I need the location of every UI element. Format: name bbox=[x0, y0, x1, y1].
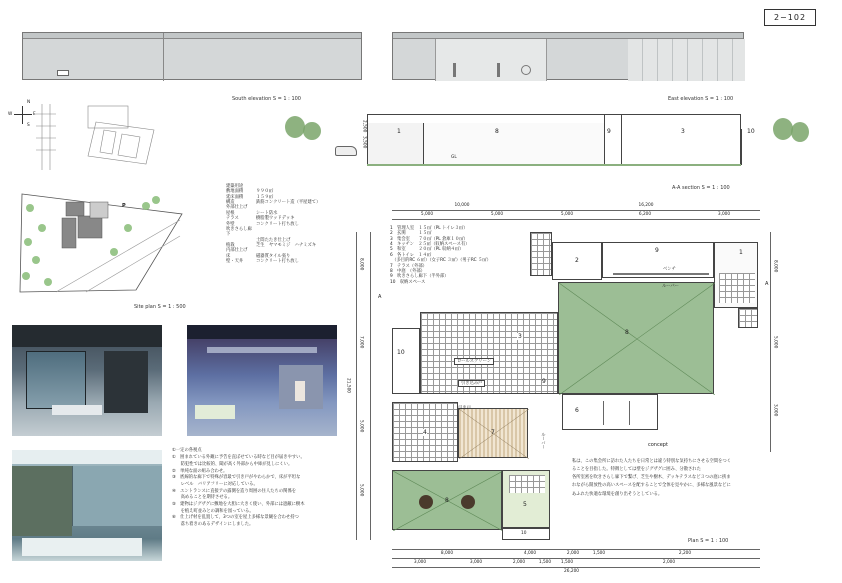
plan-caption: Plan S = 1 : 100 bbox=[688, 538, 729, 544]
spec-key: 内部仕上げ bbox=[226, 248, 248, 254]
dim-bottom2-b: 3,000 bbox=[469, 560, 483, 565]
section-label-10: 10 bbox=[747, 128, 755, 135]
concept-title: concept bbox=[648, 442, 668, 448]
site-plan-p: P bbox=[122, 203, 126, 209]
spec-key: 敷地面積 bbox=[226, 189, 244, 195]
south-elevation-caption: South elevation S = 1 : 100 bbox=[232, 96, 301, 102]
room-10-label-bottom: 10 bbox=[521, 531, 527, 536]
spec-row bbox=[226, 227, 366, 238]
section-drawing bbox=[285, 108, 825, 174]
room-8-label-lower: 8 bbox=[445, 497, 449, 504]
spec-key: 延床面積 bbox=[226, 194, 244, 200]
section-dim-1: 3,500 bbox=[361, 136, 367, 149]
note-line: を植え町並みとの調和を図っている。 bbox=[172, 508, 254, 514]
dims-bottom-row-1 bbox=[392, 551, 760, 556]
dim-top2-b: 5,000 bbox=[490, 212, 504, 217]
site-plan-drawing bbox=[16, 188, 186, 300]
room-list-item: 4 キッチン ２５㎡（収納スペース有） bbox=[390, 242, 470, 248]
compass-north: N bbox=[27, 100, 31, 105]
courtyard-upper bbox=[558, 282, 714, 394]
dim-bottom2-c: 2,000 bbox=[512, 560, 526, 565]
bench-label: ベンチ bbox=[663, 267, 676, 272]
room-list bbox=[390, 226, 540, 285]
concept-line: 各所室密を吹きさらし廊下で繋げ、芝生や樹木、デッキテラスなど３つの庭に挟ま bbox=[572, 475, 731, 481]
dim-bottom1-a: 8,000 bbox=[440, 551, 454, 556]
render-photo-3 bbox=[12, 450, 162, 561]
room-list-item: 5 和室 ２０㎡（PL 収納４㎡） bbox=[390, 247, 464, 253]
notes-title: ①一定の各視点 bbox=[172, 448, 202, 453]
room-5-label: 5 bbox=[523, 501, 527, 508]
spec-value: 磁器質タイル張り bbox=[256, 253, 291, 259]
note-line: ④ エントランスに直接アの露側を造り周囲の住人たちの関係を bbox=[172, 488, 297, 494]
dim-left-1: 8,000 bbox=[358, 258, 364, 271]
room-list-item: 6 各トイレ １４㎡ bbox=[390, 252, 432, 258]
dim-top1-a: 10,000 bbox=[454, 203, 470, 208]
spec-value: １５９㎡ bbox=[256, 194, 274, 200]
meeting-room bbox=[420, 312, 558, 394]
spec-key: 壁・天井 bbox=[226, 259, 244, 265]
dim-bottom1-d: 1,500 bbox=[592, 551, 606, 556]
room-list-item: 1 管理人室 １５㎡（PL トイレ３㎡） bbox=[390, 226, 468, 231]
east-elevation-caption: East elevation S = 1 : 100 bbox=[668, 96, 734, 102]
sliding-door-label: 引き込み戸 bbox=[458, 380, 485, 387]
dim-left-5: 5,000 bbox=[358, 484, 364, 497]
note-line: ③ 底線的な廊下で特殊が容最で引き戸がやわらかで、床が平坦な bbox=[172, 475, 301, 481]
compass-west: W bbox=[8, 112, 13, 117]
note-line: 落ち着きのあるデザインにしました。 bbox=[172, 521, 254, 527]
elevation-window bbox=[57, 70, 69, 76]
dim-top2-c: 5,000 bbox=[560, 212, 574, 217]
section-mark-a-left: A bbox=[378, 294, 382, 300]
room-list-item: 9 吹きさらし廊下（半外部） bbox=[390, 274, 449, 280]
section-label-9: 9 bbox=[607, 128, 611, 135]
spec-value: 土間たたき仕上げ bbox=[256, 237, 291, 243]
concept-line: れながら開放性の高いスペースを配することで全体を見やかに、多様な風景などに bbox=[572, 483, 731, 489]
spec-value: ９９０㎡ bbox=[256, 189, 274, 195]
concept-line: ることを目指した。特徴としては壁をジグザグに囲み、分散された bbox=[572, 467, 701, 473]
room-list-item: 2 玄関 １５㎡ bbox=[390, 231, 432, 237]
spec-key: 屋根 bbox=[226, 210, 235, 216]
dim-top2-d: 6,200 bbox=[638, 212, 652, 217]
concept-line: 私は、この集会所に訪れた人たちを日常とは違う特別な気持ちにさせる空間をつく bbox=[572, 459, 731, 464]
room-9-label-top: 9 bbox=[655, 247, 659, 254]
dim-bottom2-d: 1,500 bbox=[538, 560, 552, 565]
spec-value: コンクリート打ち放し bbox=[256, 259, 299, 265]
note-line: レベル バリアフリーに対応している。 bbox=[172, 481, 258, 487]
room-list-item: 10 収納スペース bbox=[390, 279, 426, 285]
spec-value: 鉄筋コンクリート造（平屋建て） bbox=[256, 200, 321, 206]
note-line: 高めることを期待させる。 bbox=[172, 495, 233, 501]
room-10-label-left: 10 bbox=[397, 349, 405, 356]
dim-total: 26,200 bbox=[564, 569, 580, 574]
room-list-item: （多目的RC ６㎡）（女子RC ３㎡）（男子RC ５㎡） bbox=[390, 258, 491, 264]
section-label-1: 1 bbox=[397, 128, 401, 135]
render-photo-1 bbox=[12, 325, 162, 436]
render-photo-2 bbox=[187, 325, 337, 436]
spec-value: コンクリート打ち放し bbox=[256, 221, 299, 227]
louver-label-top: ルーバー bbox=[662, 284, 679, 289]
spec-key: 植栽 bbox=[226, 242, 235, 248]
dim-left-2: 7,000 bbox=[358, 336, 364, 349]
spec-value: シート防水 bbox=[256, 210, 278, 216]
section-gl: GL bbox=[451, 155, 457, 160]
room-2-label: 2 bbox=[575, 257, 579, 264]
section-caption: A-A section S = 1 : 100 bbox=[672, 185, 730, 191]
dims-top-row-1 bbox=[392, 203, 760, 208]
spec-key: 外壁 bbox=[226, 221, 235, 227]
room-3-label: 3 bbox=[518, 333, 522, 340]
south-elevation-drawing bbox=[22, 32, 362, 80]
dim-bottom1-b: 4,000 bbox=[523, 551, 537, 556]
spec-key: 建築用途 bbox=[226, 184, 244, 189]
spec-value: 樹脂製ウッドデッキ bbox=[256, 216, 295, 222]
spec-key: 床 bbox=[226, 253, 231, 259]
compass-south: S bbox=[27, 123, 30, 128]
section-label-3: 3 bbox=[681, 128, 685, 135]
note-line: ⑥ 仕上げ材を乱置して、3つの室を屋上多様な景観を合わせ持つ bbox=[172, 515, 299, 521]
room-9-label-mid: 9 bbox=[542, 378, 546, 385]
dim-right-1: 8,000 bbox=[772, 260, 778, 273]
compass bbox=[8, 100, 36, 128]
spec-value: 芝生 ヤマモミジ ハナミズキ bbox=[256, 242, 317, 248]
concept-line: あふれた快適な環境を創り出そうとしている。 bbox=[572, 491, 663, 497]
east-elevation-drawing bbox=[392, 32, 744, 80]
room-7-label: 7 bbox=[491, 429, 495, 436]
note-line: ② 単純な面の組み合わせ。 bbox=[172, 468, 228, 474]
sheet-number: 2−102 bbox=[764, 9, 816, 26]
dim-right-2: 5,000 bbox=[772, 336, 778, 349]
spec-key: 外部仕上げ bbox=[226, 205, 248, 211]
room-list-item: 3 集会室 ７０㎡（PL 倉庫１０㎡） bbox=[390, 236, 468, 242]
dim-left-3: 21,500 bbox=[345, 378, 351, 394]
room-list-item: 7 テラス（外部） bbox=[390, 263, 427, 269]
roof-diagram bbox=[36, 100, 176, 178]
dim-bottom2-e: 1,500 bbox=[560, 560, 574, 565]
note-line: ⑤ 建物はジグザグに敷地を大胆に大きく使い、外部には遮蔽に樹木 bbox=[172, 501, 305, 507]
site-plan-caption: Site plan S = 1 : 500 bbox=[134, 304, 186, 310]
dim-bottom1-e: 2,200 bbox=[678, 551, 692, 556]
compass-east: E bbox=[33, 112, 36, 117]
spec-row bbox=[226, 259, 366, 264]
room-1-label: 1 bbox=[739, 249, 743, 256]
section-dim-2: 2,500 bbox=[361, 120, 367, 133]
spec-table bbox=[226, 184, 366, 264]
note-line: ① 囲まれている外観に予告を直ぼせている時など目が届きやすい。 bbox=[172, 455, 305, 461]
dim-bottom2-f: 2,000 bbox=[662, 560, 676, 565]
dim-bottom1-c: 2,000 bbox=[566, 551, 580, 556]
spec-key: テラス bbox=[226, 216, 239, 222]
spec-key: 構造 bbox=[226, 200, 235, 206]
design-notes bbox=[172, 448, 358, 529]
dim-left-4: 5,000 bbox=[358, 420, 364, 433]
spec-key: 吹きさらし廊下 bbox=[226, 226, 252, 238]
dim-top2-a: 5,000 bbox=[420, 212, 434, 217]
sliding-door-label-2: 引き戸 bbox=[458, 406, 471, 411]
dim-top1-b: 16,200 bbox=[638, 203, 654, 208]
dim-right-3: 3,000 bbox=[772, 404, 778, 417]
dim-bottom2-a: 3,000 bbox=[413, 560, 427, 565]
room-4-label: 4 bbox=[423, 429, 427, 436]
room-8-label-upper: 8 bbox=[625, 329, 629, 336]
room-list-item: 8 中庭 （外部） bbox=[390, 268, 425, 274]
concept-text bbox=[572, 458, 772, 499]
room-6-label: 6 bbox=[575, 407, 579, 414]
section-mark-a-right: A bbox=[765, 281, 769, 287]
dim-top2-e: 3,000 bbox=[717, 212, 731, 217]
note-line: 防犯性では比較的、聞が高く外部から中庫が見しにくい。 bbox=[172, 462, 293, 468]
section-label-8: 8 bbox=[495, 128, 499, 135]
courtyard-lower bbox=[392, 470, 502, 530]
dims-top-row-2 bbox=[392, 212, 760, 217]
roll-screen-label: ロールスクリーン bbox=[454, 358, 494, 365]
louver-label-side: ルーバー bbox=[540, 432, 546, 450]
dims-bottom-row-2 bbox=[392, 560, 760, 565]
